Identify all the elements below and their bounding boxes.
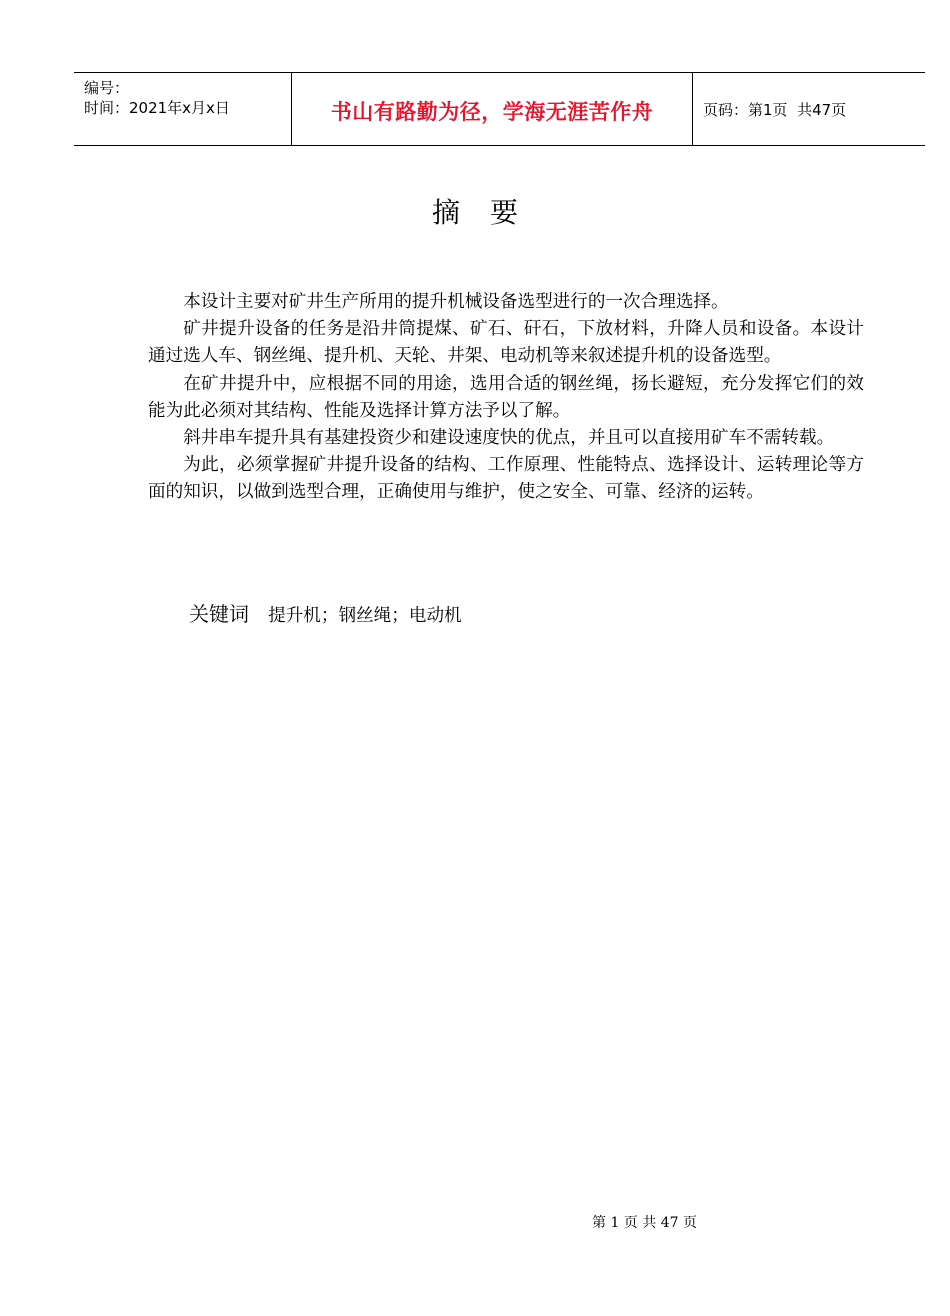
header-page-cell <box>693 73 925 145</box>
page-title: 摘要 <box>431 196 548 229</box>
header-motto: 书山有路勤为径，学海无涯苦作舟 <box>330 100 654 124</box>
abstract-body <box>148 289 864 507</box>
abstract-paragraph: 斜井串车提升具有基建投资少和建设速度快的优点，并且可以直接用矿车不需转载。 <box>183 428 835 449</box>
keywords-text: 提升机；钢丝绳；电动机 <box>268 606 462 626</box>
document-header <box>74 72 925 146</box>
document-number-label: 编号： <box>84 79 130 97</box>
header-meta <box>74 73 291 145</box>
header-page-info: 页码：第1页 共47页 <box>703 100 847 119</box>
header-motto-cell <box>291 73 693 145</box>
keywords-label: 关键词 <box>189 602 249 626</box>
abstract-paragraph: 为此，必须掌握矿井提升设备的结构、工作原理、性能特点、选择设计、运转理论等方面的知识，以做到选型合理，正确使用与维护，使之安全、可靠、经济的运转。 <box>148 455 864 503</box>
page-footer: 第 1 页 共 47 页 <box>592 1215 697 1231</box>
abstract-paragraph: 在矿井提升中，应根据不同的用途，选用合适的钢丝绳，扬长避短，充分发挥它们的效能为此必须对其结构、性能及选择计算方法予以了解。 <box>148 373 864 421</box>
document-time-label: 时间：2021年x月x日 <box>84 99 230 117</box>
abstract-paragraph: 矿井提升设备的任务是沿井筒提煤、矿石、矸石，下放材料，升降人员和设备。本设计通过选人车、钢丝绳、提升机、天轮、井架、电动机等来叙述提升机的设备选型。 <box>148 319 864 367</box>
abstract-paragraph: 本设计主要对矿井生产所用的提升机械设备选型进行的一次合理选择。 <box>183 292 729 312</box>
keywords-line <box>189 598 462 627</box>
